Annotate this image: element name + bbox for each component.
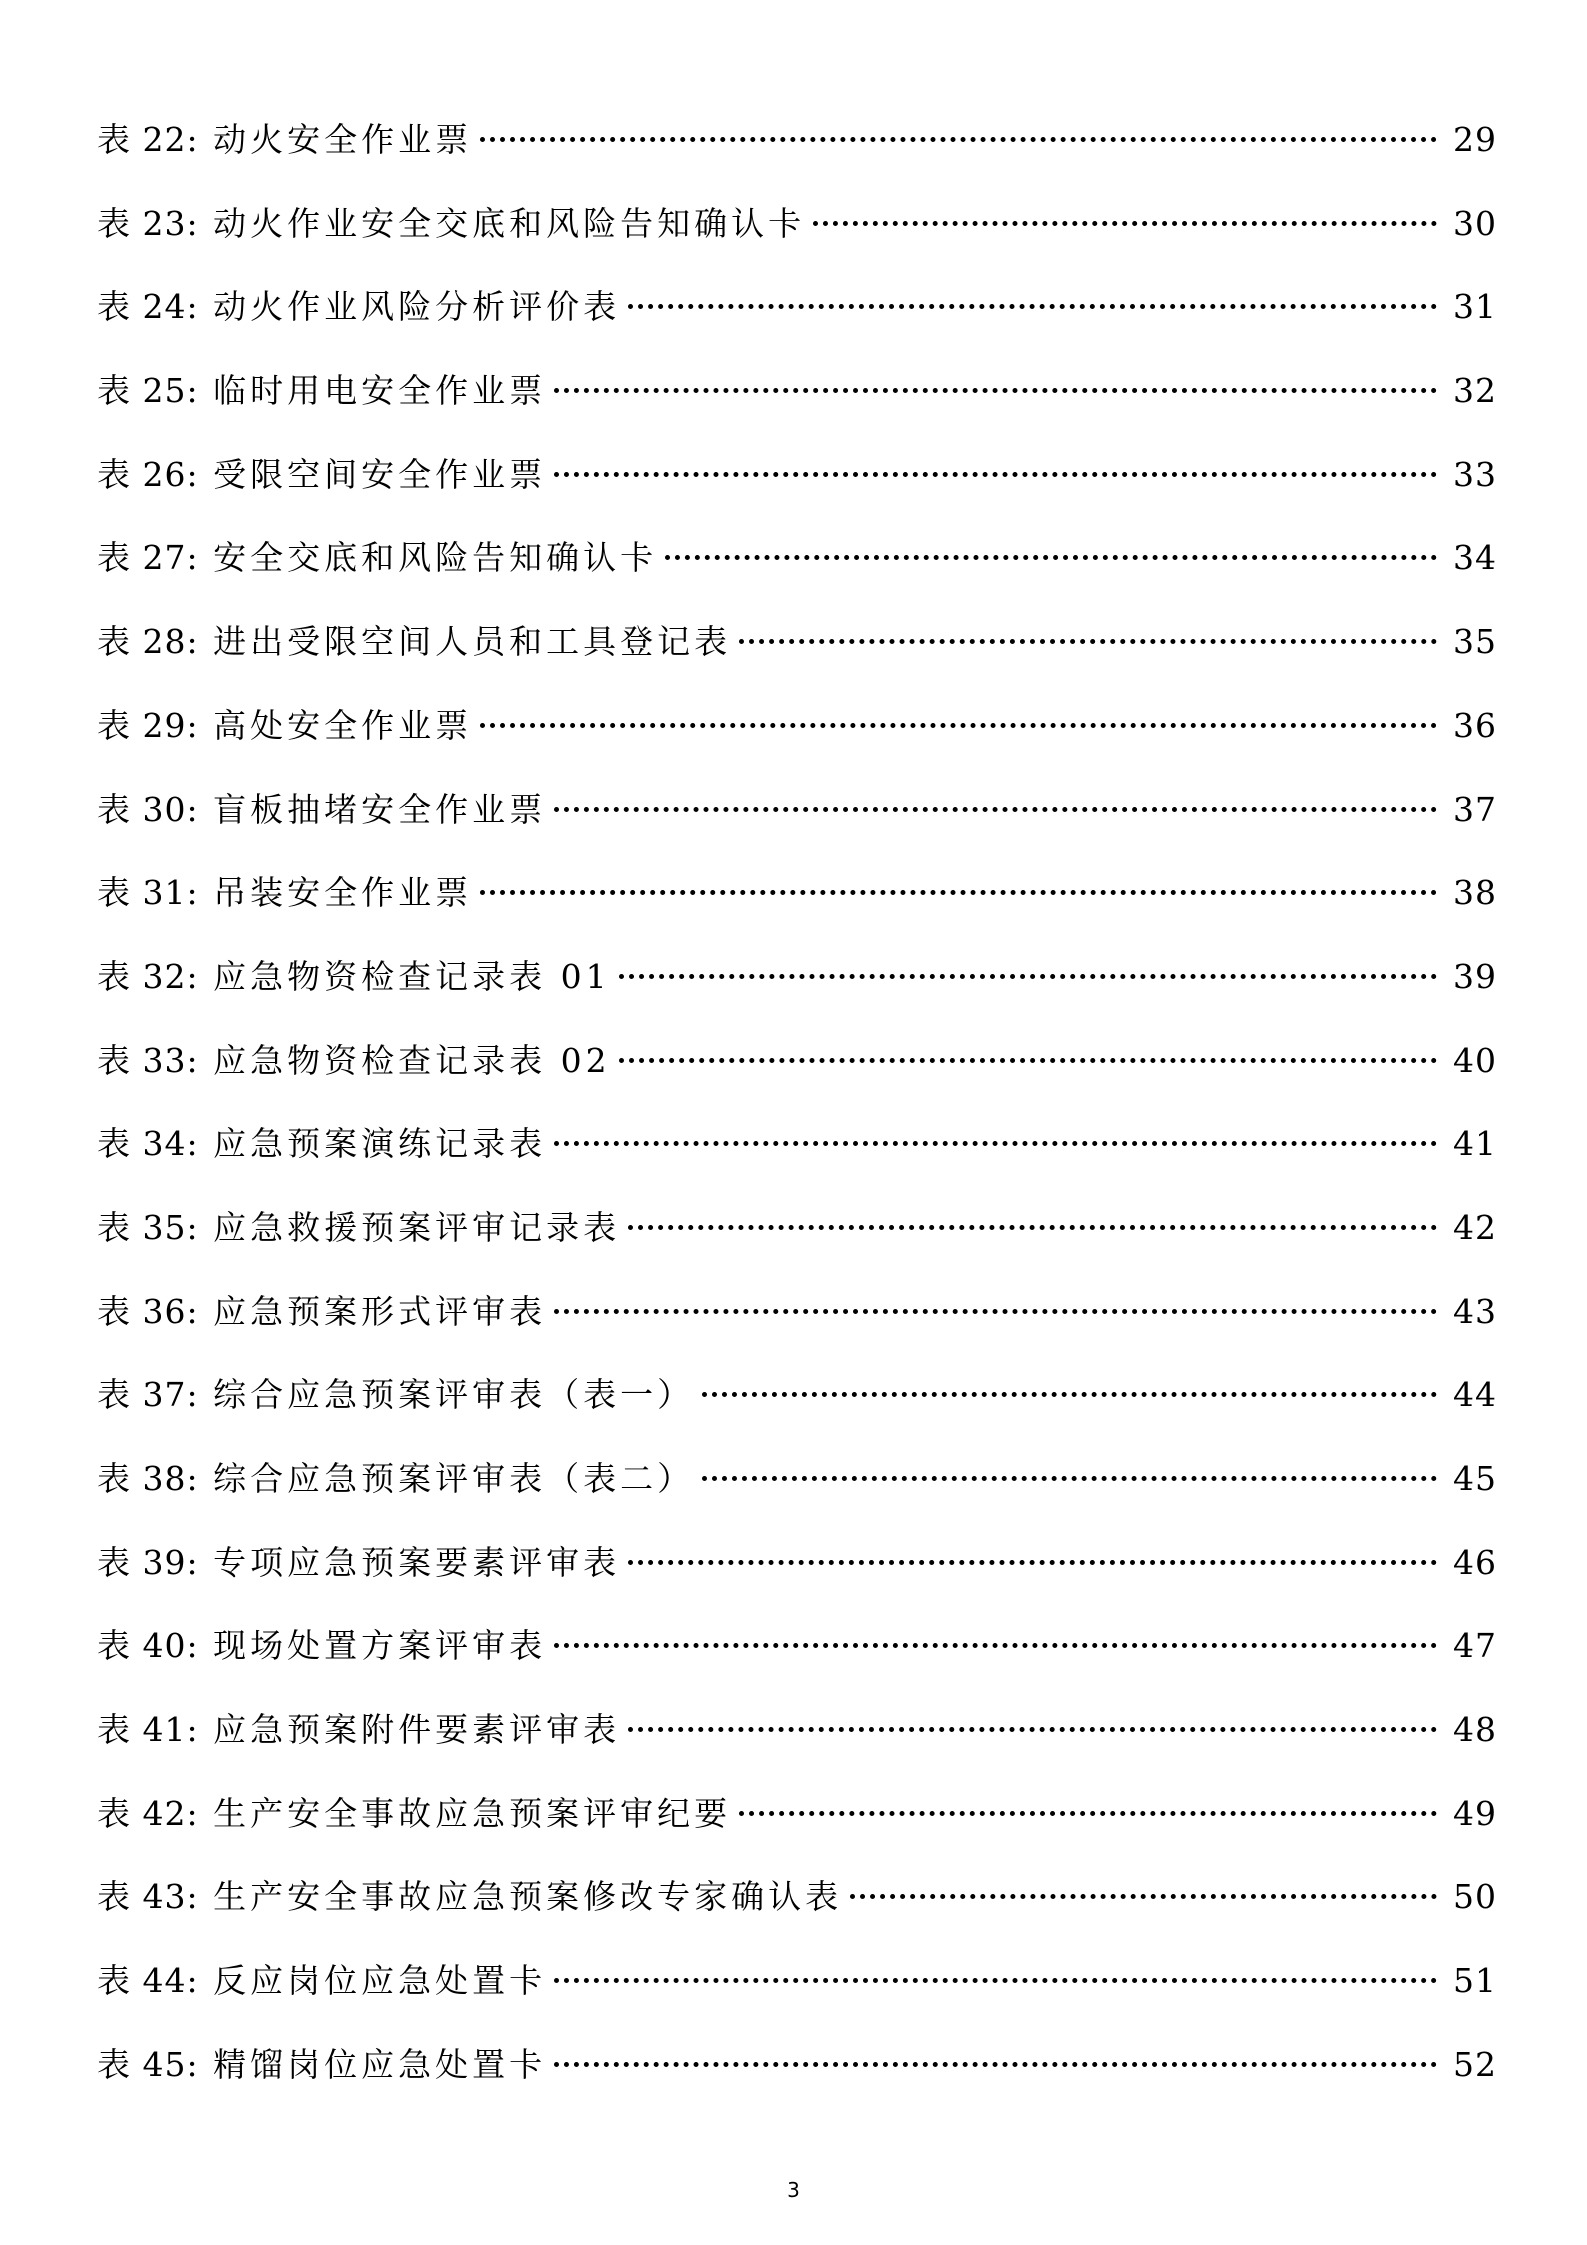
toc-entry-label <box>97 1535 620 1591</box>
toc-entry-prefix: 表 34: <box>97 1124 199 1164</box>
dot-leader <box>554 1643 1437 1648</box>
toc-entry[interactable] <box>97 112 1497 196</box>
toc-entry-prefix: 表 39: <box>97 1542 199 1582</box>
toc-entry-page: 35 <box>1453 622 1497 662</box>
toc-entry-label <box>97 1116 546 1172</box>
toc-entry-title: 高处安全作业票 <box>213 705 473 745</box>
dot-leader <box>554 1309 1437 1314</box>
toc-entry-page: 44 <box>1453 1375 1497 1415</box>
dot-leader <box>480 137 1437 142</box>
toc-entry-label <box>97 1869 842 1925</box>
toc-entry-label <box>97 1953 546 2009</box>
toc-entry-page: 37 <box>1453 789 1497 829</box>
toc-entry-prefix: 表 27: <box>97 538 199 578</box>
toc-entry-page: 50 <box>1453 1877 1497 1917</box>
dot-leader <box>628 1560 1437 1565</box>
toc-entry[interactable] <box>97 196 1497 280</box>
toc-entry[interactable] <box>97 279 1497 363</box>
toc-entry[interactable] <box>97 865 1497 949</box>
toc-entry-title: 安全交底和风险告知确认卡 <box>213 538 658 578</box>
toc-entry-page: 45 <box>1453 1459 1497 1498</box>
toc-entry-page: 34 <box>1453 538 1497 578</box>
toc-entry[interactable] <box>97 698 1497 782</box>
toc-entry-prefix: 表 40: <box>97 1626 199 1666</box>
dot-leader <box>850 1894 1437 1899</box>
toc-entry-prefix: 表 28: <box>97 622 199 662</box>
toc-entry-title: 应急救援预案评审记录表 <box>213 1207 621 1247</box>
toc-entry-title: 临时用电安全作业票 <box>213 371 547 411</box>
dot-leader <box>628 304 1437 309</box>
toc-entry-prefix: 表 33: <box>97 1040 199 1080</box>
toc-entry-page: 33 <box>1453 454 1497 494</box>
toc-entry-prefix: 表 30: <box>97 789 199 829</box>
toc-entry-title: 生产安全事故应急预案修改专家确认表 <box>213 1877 843 1917</box>
toc-entry-prefix: 表 41: <box>97 1710 199 1750</box>
toc-entry[interactable] <box>97 2037 1497 2121</box>
toc-entry[interactable] <box>97 1284 1497 1368</box>
toc-entry[interactable] <box>97 447 1497 531</box>
toc-entry-label <box>97 1451 694 1507</box>
toc-entry-title: 进出受限空间人员和工具登记表 <box>213 622 732 662</box>
toc-entry-page: 43 <box>1453 1291 1497 1331</box>
toc-entry-prefix: 表 36: <box>97 1291 199 1331</box>
dot-leader <box>702 1392 1437 1397</box>
toc-entry-prefix: 表 22: <box>97 120 199 159</box>
dot-leader <box>480 890 1437 895</box>
toc-entry-prefix: 表 25: <box>97 371 199 411</box>
toc-entry-page: 38 <box>1453 873 1497 913</box>
toc-entry[interactable] <box>97 1033 1497 1117</box>
toc-entry-title: 受限空间安全作业票 <box>213 454 547 494</box>
toc-entry[interactable] <box>97 1953 1497 2037</box>
toc-entry-prefix: 表 23: <box>97 203 199 243</box>
dot-leader <box>619 974 1437 979</box>
toc-entry-page: 30 <box>1453 203 1497 243</box>
toc-entry-label <box>97 1618 546 1674</box>
dot-leader <box>813 221 1437 226</box>
toc-entry-label <box>97 1702 620 1758</box>
toc-entry[interactable] <box>97 1367 1497 1451</box>
toc-entry-page: 36 <box>1453 705 1497 745</box>
toc-entry-title: 应急预案演练记录表 <box>213 1124 547 1164</box>
table-of-contents <box>97 112 1497 2121</box>
toc-entry-title: 动火作业风险分析评价表 <box>213 287 621 327</box>
dot-leader <box>739 639 1437 644</box>
dot-leader <box>480 723 1437 728</box>
toc-entry-label <box>97 1786 731 1842</box>
toc-entry-page: 51 <box>1453 1961 1497 2001</box>
toc-entry-label <box>97 614 731 670</box>
dot-leader <box>554 472 1437 477</box>
toc-entry-label <box>97 112 472 168</box>
toc-entry-page: 31 <box>1453 287 1497 327</box>
toc-entry-title: 盲板抽堵安全作业票 <box>213 789 547 829</box>
toc-entry-prefix: 表 42: <box>97 1793 199 1833</box>
toc-entry[interactable] <box>97 1786 1497 1870</box>
toc-entry[interactable] <box>97 1702 1497 1786</box>
toc-entry-prefix: 表 31: <box>97 873 199 913</box>
dot-leader <box>628 1225 1437 1230</box>
toc-entry[interactable] <box>97 1200 1497 1284</box>
toc-entry-label <box>97 782 546 838</box>
toc-entry-page: 40 <box>1453 1040 1497 1080</box>
toc-entry-title: 动火安全作业票 <box>213 120 473 159</box>
toc-entry[interactable] <box>97 530 1497 614</box>
dot-leader <box>554 388 1437 393</box>
toc-entry-title: 精馏岗位应急处置卡 <box>213 2044 547 2084</box>
toc-entry-label <box>97 447 546 503</box>
toc-entry-page: 49 <box>1453 1793 1497 1833</box>
dot-leader <box>702 1476 1437 1481</box>
toc-entry-prefix: 表 26: <box>97 454 199 494</box>
dot-leader <box>665 555 1437 560</box>
dot-leader <box>739 1811 1437 1816</box>
toc-entry-page: 46 <box>1453 1542 1497 1582</box>
toc-entry-title: 生产安全事故应急预案评审纪要 <box>213 1793 732 1833</box>
toc-entry-page: 47 <box>1453 1626 1497 1666</box>
toc-entry[interactable] <box>97 1116 1497 1200</box>
toc-entry-title: 综合应急预案评审表（表二） <box>213 1459 695 1498</box>
toc-entry-title: 应急预案形式评审表 <box>213 1291 547 1331</box>
toc-entry-label <box>97 698 472 754</box>
toc-entry[interactable] <box>97 1535 1497 1619</box>
toc-entry-prefix: 表 38: <box>97 1459 199 1498</box>
dot-leader <box>554 2062 1437 2067</box>
toc-entry-title: 应急物资检查记录表 01 <box>213 956 611 996</box>
toc-entry-page: 41 <box>1453 1124 1497 1164</box>
toc-entry[interactable] <box>97 363 1497 447</box>
toc-entry-prefix: 表 35: <box>97 1207 199 1247</box>
toc-entry-title: 现场处置方案评审表 <box>213 1626 547 1666</box>
toc-entry-prefix: 表 43: <box>97 1877 199 1917</box>
toc-entry-label <box>97 1200 620 1256</box>
dot-leader <box>554 807 1437 812</box>
toc-entry-label <box>97 1367 694 1423</box>
toc-entry-page: 42 <box>1453 1207 1497 1247</box>
toc-entry-prefix: 表 44: <box>97 1961 199 2001</box>
toc-entry-label <box>97 949 611 1005</box>
toc-entry-label <box>97 196 805 252</box>
toc-entry-title: 综合应急预案评审表（表一） <box>213 1375 695 1415</box>
toc-entry-title: 反应岗位应急处置卡 <box>213 1961 547 2001</box>
toc-entry-label <box>97 530 657 586</box>
toc-entry-prefix: 表 45: <box>97 2044 199 2084</box>
toc-entry-title: 动火作业安全交底和风险告知确认卡 <box>213 203 806 243</box>
toc-entry-prefix: 表 24: <box>97 287 199 327</box>
toc-entry-title: 应急预案附件要素评审表 <box>213 1710 621 1750</box>
dot-leader <box>619 1058 1437 1063</box>
toc-entry-title: 吊装安全作业票 <box>213 873 473 913</box>
toc-entry[interactable] <box>97 1869 1497 1953</box>
toc-entry[interactable] <box>97 1451 1497 1535</box>
toc-entry-prefix: 表 32: <box>97 956 199 996</box>
toc-entry-page: 52 <box>1453 2044 1497 2084</box>
toc-entry-title: 应急物资检查记录表 02 <box>213 1040 611 1080</box>
toc-entry[interactable] <box>97 949 1497 1033</box>
toc-entry-page: 32 <box>1453 371 1497 411</box>
toc-entry-label <box>97 1284 546 1340</box>
dot-leader <box>628 1727 1437 1732</box>
toc-entry-page: 29 <box>1453 120 1497 159</box>
toc-entry-label <box>97 865 472 921</box>
toc-entry[interactable] <box>97 1618 1497 1702</box>
toc-entry[interactable] <box>97 614 1497 698</box>
toc-entry-page: 48 <box>1453 1710 1497 1750</box>
dot-leader <box>554 1141 1437 1146</box>
page-number: 3 <box>787 2178 800 2202</box>
toc-entry-label <box>97 2037 546 2093</box>
toc-entry-label <box>97 279 620 335</box>
toc-entry-prefix: 表 29: <box>97 705 199 745</box>
toc-entry[interactable] <box>97 782 1497 866</box>
toc-entry-page: 39 <box>1453 956 1497 996</box>
toc-entry-label <box>97 363 546 419</box>
toc-entry-title: 专项应急预案要素评审表 <box>213 1542 621 1582</box>
toc-entry-prefix: 表 37: <box>97 1375 199 1415</box>
toc-entry-label <box>97 1033 611 1089</box>
dot-leader <box>554 1978 1437 1983</box>
